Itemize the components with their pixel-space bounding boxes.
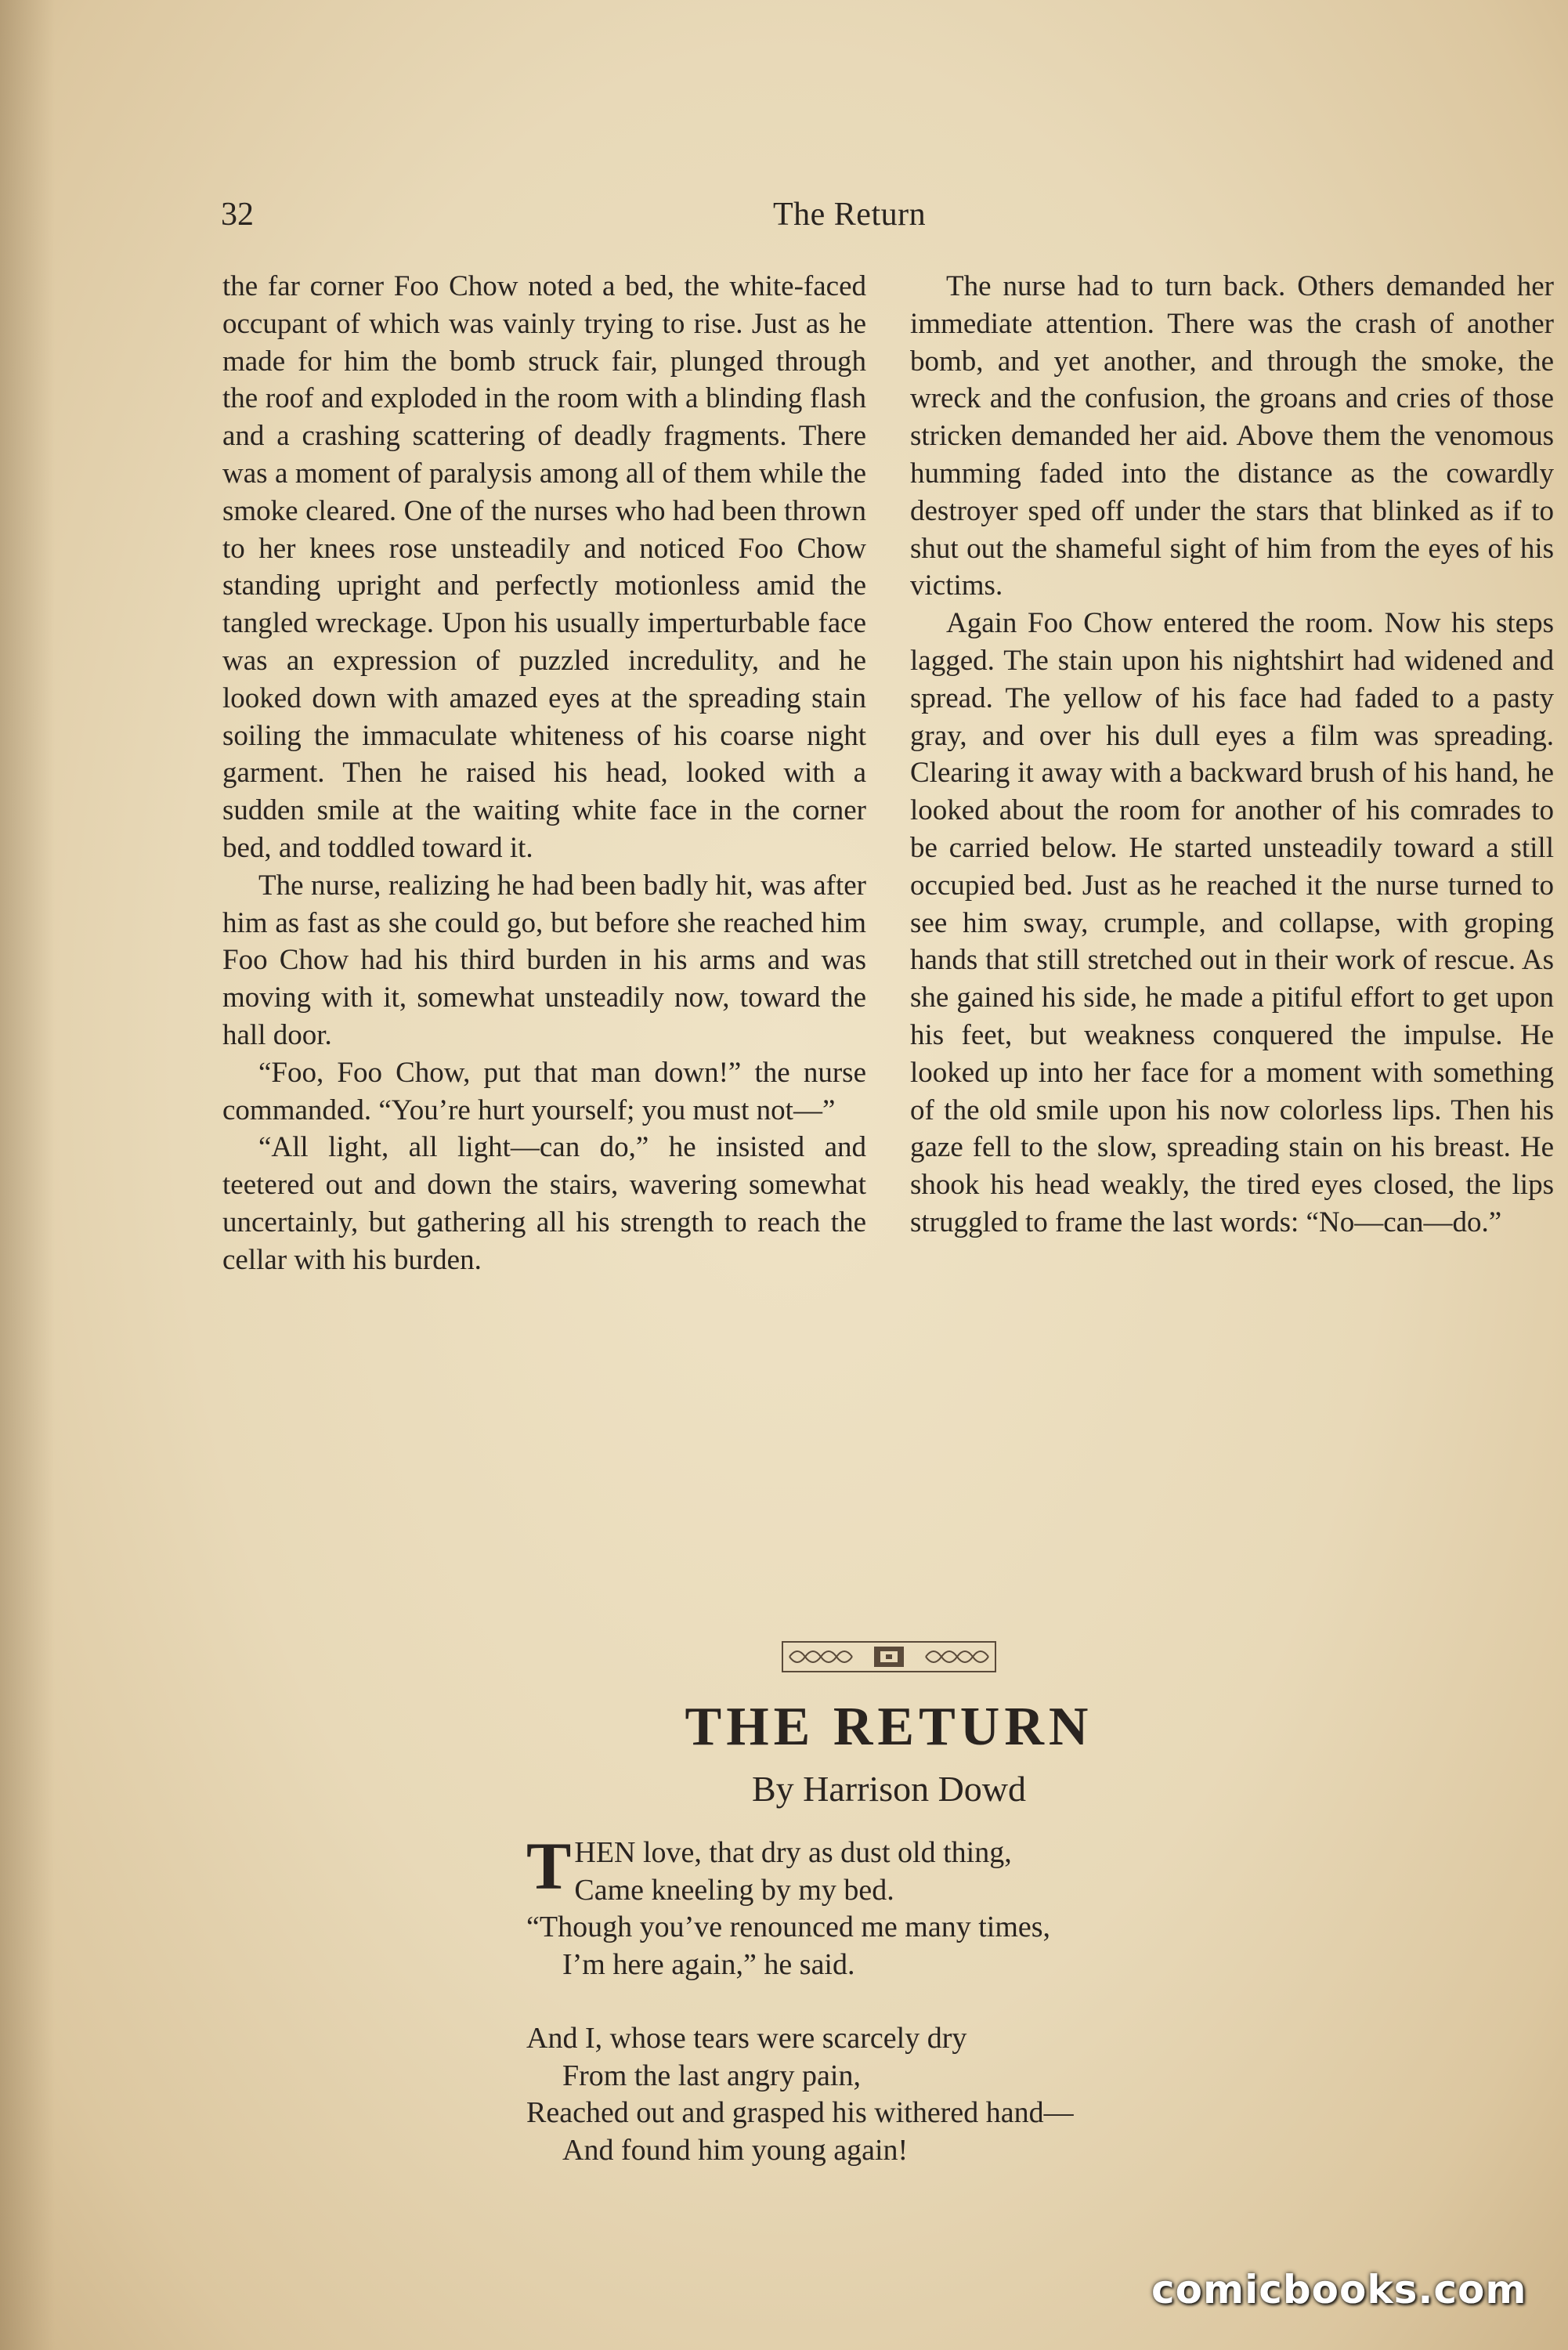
poem-line: And found him young again! (562, 2133, 909, 2167)
poem-title: THE RETURN (685, 1697, 1093, 1757)
watermark: comicbooks.com (1151, 2267, 1527, 2312)
story-paragraph: The nurse, realizing he had been badly hit, was after him as fast as she could go, but before she reached him Foo Chow had his third burden in his arms and was moving with it, somewhat unsteadily now, toward the hall door. (222, 869, 866, 1051)
decorative-ornament (782, 1639, 996, 1675)
page-spine-shadow (0, 0, 55, 2350)
running-title: The Return (773, 197, 927, 233)
poem-stanza (526, 2020, 1310, 2169)
story-paragraph: “All light, all light—can do,” he insisted and teetered out and down the stairs, wavering somewhat uncertainly, but gathering all his strength to reach the cellar with his burden. (222, 1131, 866, 1276)
page-header (221, 191, 1552, 238)
poem-body (526, 1828, 1310, 2206)
story-paragraph: The nurse had to turn back. Others demanded her immediate attention. There was the crash of another bomb, and yet another, and through the smoke, the wreck and the confusion, the groans and cries of those stricken demanded her aid. Above them the venomous humming faded into the distance as the cowardly destroyer sped off under the stars that blinked as if to shut out the shameful sight of him from the eyes of his victims. (910, 270, 1554, 602)
page-number: 32 (221, 197, 254, 233)
poem-line: Came kneeling by my bed. (574, 1873, 894, 1907)
story-column-left (222, 268, 866, 1279)
story-paragraph: Again Foo Chow entered the room. Now his steps lagged. The stain upon his nightshirt had widened and spread. The yellow of his face had faded to a pasty gray, and over his dull eyes a film was spreading. Clearing it away with a backward brush of his hand, he looked about the room for another of his comrades to be carried below. He started unsteadily toward a still occupied bed. Just as he reached it the nurse turned to see him sway, crumple, and collapse, with groping hands that still stretched out in their work of rescue. As she gained his side, he made a pitiful effort to get upon his feet, but weakness conquered the impulse. He looked up into her face for a moment with something of the old smile upon his now colorless lips. Then his gaze fell to the slow, spreading stain on his breast. He shook his head weakly, the tired eyes closed, the lips struggled to frame the last words: “No—can—do.” (910, 607, 1554, 1238)
poem-line: Reached out and grasped his withered hand— (526, 2096, 1074, 2129)
story-paragraph: “Foo, Foo Chow, put that man down!” the nurse commanded. “You’re hurt yourself; you must not—” (222, 1056, 866, 1126)
story-column-right (910, 268, 1554, 1242)
poem-line: And I, whose tears were scarcely dry (526, 2022, 967, 2055)
poem-line: HEN love, that dry as dust old thing, (574, 1836, 1012, 1869)
poem-stanza (526, 1828, 1310, 1983)
poem-line: I’m here again,” he said. (562, 1947, 855, 1981)
poem-line: From the last angry pain, (562, 2059, 861, 2092)
poem-line: “Though you’ve renounced me many times, (526, 1911, 1051, 1943)
drop-cap: T (526, 1828, 572, 1904)
poem-author: By Harrison Dowd (751, 1769, 1027, 1809)
story-paragraph: the far corner Foo Chow noted a bed, the white-faced occupant of which was vainly trying to rise. Just as he made for him the bomb struck fair, plunged through the roof and exploded in the room with a blinding flash and a crashing scattering of deadly fragments. There was a moment of paralysis among all of them while the smoke cleared. One of the nurses who had been thrown to her knees rose unsteadily and noticed Foo Chow standing upright and perfectly motionless amid the tangled wreckage. Upon his usually imperturbable face was an expression of puzzled incredulity, and he looked down with amazed eyes at the spreading stain soiling the immaculate whiteness of his coarse night garment. Then he raised his head, looked with a sudden smile at the waiting white face in the corner bed, and toddled toward it. (222, 270, 866, 864)
